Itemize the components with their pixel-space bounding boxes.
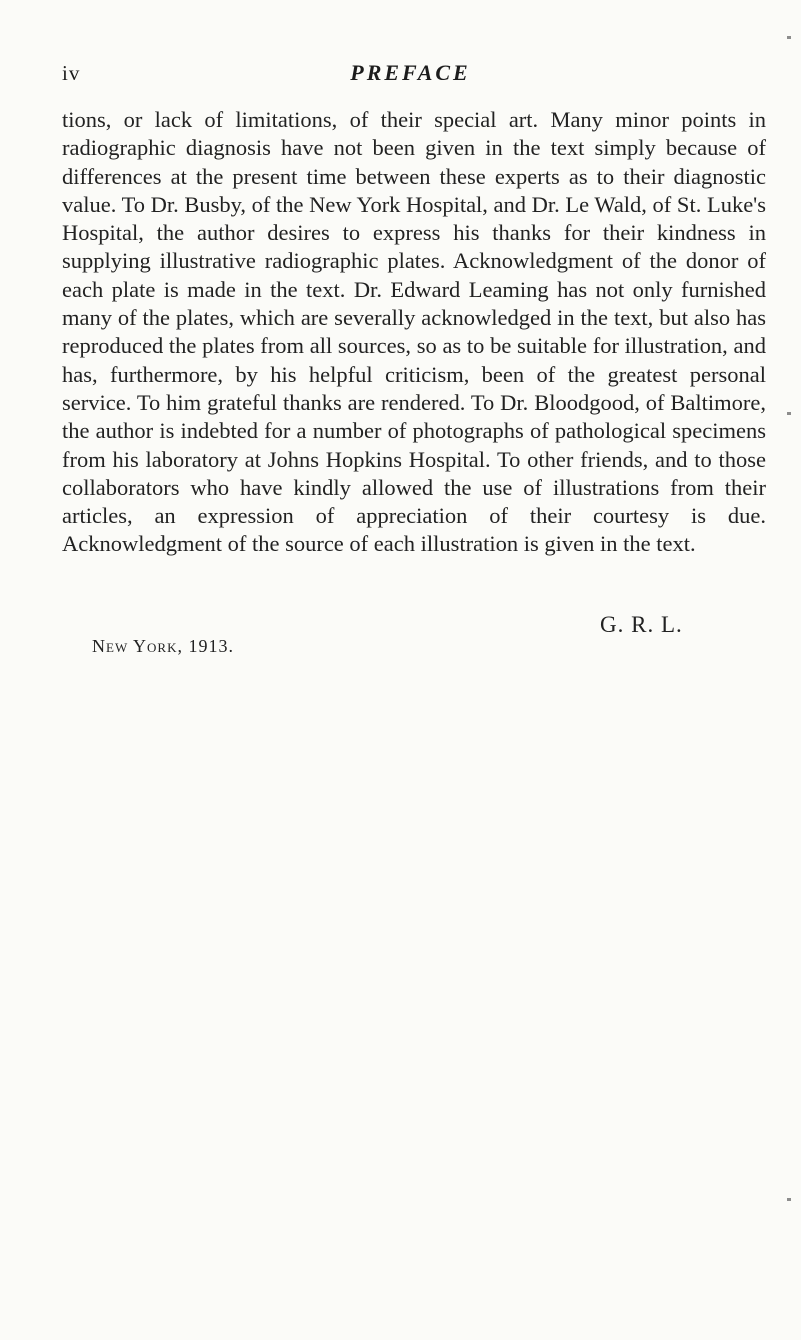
scan-speck	[787, 412, 791, 415]
scan-speck	[787, 1198, 791, 1201]
author-initials: G. R. L.	[600, 612, 683, 637]
page-number: iv	[62, 61, 81, 85]
running-title: PREFACE	[350, 60, 471, 85]
preface-paragraph: tions, or lack of limitations, of their special art. Many minor points in radiographic diagnosis have not been given in the text simply because of differences at the present time between these experts as to their diagnostic value. To Dr. Busby, of the New York Hospital, and Dr. Le Wald, of St. Luke's Hospital, the author desires to express his thanks for their kindness in supplying illustrative radiographic plates. Acknowledgment of the donor of each plate is made in the text. Dr. Edward Leaming has not only furnished many of the plates, which are severally acknowledged in the text, but also has reproduced the plates from all sources, so as to be suitable for illustration, and has, furthermore, by his helpful criticism, been of the greatest personal service. To him grateful thanks are rendered. To Dr. Bloodgood, of Baltimore, the author is indebted for a number of photographs of pathological specimens from his laboratory at Johns Hopkins Hospital. To other friends, and to those collaborators who have kindly allowed the use of illustrations from their articles, an expression of appreciation of their courtesy is due. Acknowledgment of the source of each illustration is given in the text.	[62, 107, 766, 557]
place-and-date: New York, 1913.	[92, 636, 234, 656]
scan-speck	[787, 36, 791, 39]
